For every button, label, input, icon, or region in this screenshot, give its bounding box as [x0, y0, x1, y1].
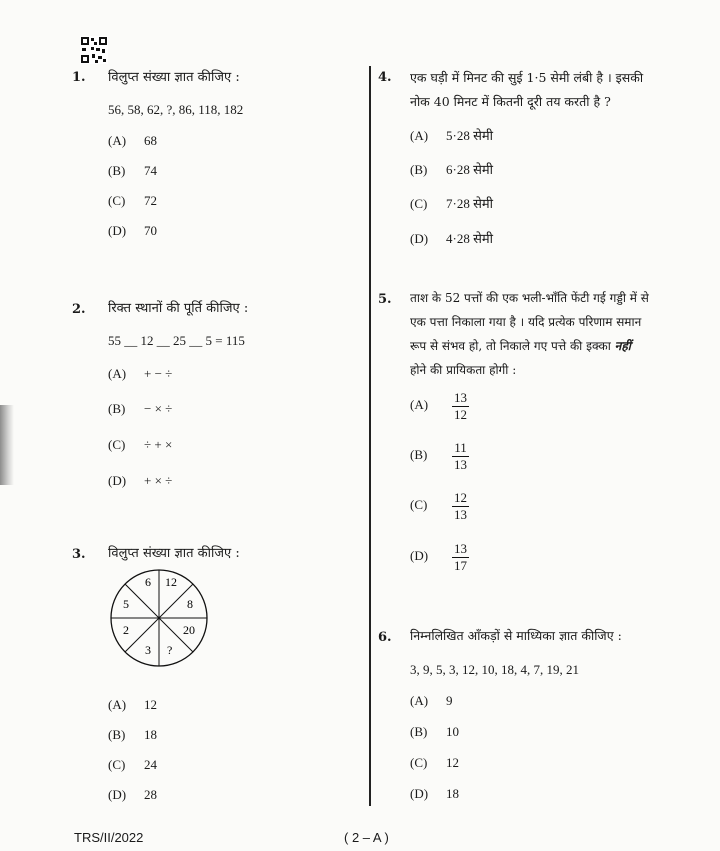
number-wheel-diagram	[107, 566, 211, 670]
q3-option-b: (B) 18	[108, 727, 157, 742]
q5-text-line-3: रूप से संभव हो, तो निकाले गए पत्ते की इक्का नहीं	[410, 339, 631, 353]
q6-option-b: (B) 10	[410, 724, 459, 739]
wheel-segment-bottom-right: ?	[167, 643, 173, 657]
q3-text: विलुप्त संख्या ज्ञात कीजिए :	[108, 546, 240, 561]
paper-code: TRS/II/2022	[74, 830, 144, 845]
q6-text: निम्नलिखित आँकड़ों से माध्यिका ज्ञात कीजिए :	[410, 628, 622, 643]
q2-option-b: (B) − × ÷	[108, 401, 173, 416]
q2-option-d: (D) + × ÷	[108, 473, 173, 488]
q5-option-a: (A) $\frac{13}{12}$	[410, 390, 467, 422]
q4-option-c: (C) 7·28 सेमी	[410, 196, 494, 211]
q5-option-d: (D) $\frac{13}{17}$	[410, 541, 467, 573]
q1-text: विलुप्त संख्या ज्ञात कीजिए :	[108, 70, 240, 85]
q6-option-c: (C) 12	[410, 755, 459, 770]
scan-edge-smudge	[0, 405, 14, 485]
qr-code-icon	[80, 36, 108, 64]
q2-text: रिक्त स्थानों की पूर्ति कीजिए :	[108, 301, 249, 316]
q6-number: 6.	[378, 630, 392, 645]
wheel-segment-upper-right: 8	[187, 597, 193, 611]
q1-number: 1.	[72, 70, 86, 85]
q3-option-a: (A) 12	[108, 697, 157, 712]
q5-number: 5.	[378, 292, 392, 307]
q5-text-line-4: होने की प्रायिकता होगी :	[410, 363, 517, 377]
q6-series: 3, 9, 5, 3, 12, 10, 18, 4, 7, 19, 21	[410, 662, 579, 677]
q3-number: 3.	[72, 547, 86, 562]
wheel-segment-upper-left: 5	[123, 597, 129, 611]
q1-option-d: (D) 70	[108, 223, 157, 238]
wheel-segment-bottom-left: 3	[145, 643, 151, 657]
q6-option-a: (A) 9	[410, 693, 453, 708]
q5-text-line-2: एक पत्ता निकाला गया है । यदि प्रत्येक परिणाम समान	[410, 315, 642, 329]
wheel-segment-top-left: 6	[145, 575, 151, 589]
column-divider	[369, 66, 371, 806]
wheel-segment-lower-right: 20	[183, 623, 195, 637]
q1-option-a: (A) 68	[108, 133, 157, 148]
q3-option-d: (D) 28	[108, 787, 157, 802]
wheel-segment-top-right: 12	[165, 575, 177, 589]
q4-text-line-2: नोक 40 मिनट में कितनी दूरी तय करती है ?	[410, 94, 611, 109]
q3-option-c: (C) 24	[108, 757, 157, 772]
q1-series: 56, 58, 62, ?, 86, 118, 182	[108, 102, 244, 117]
page-number: ( 2 – A )	[344, 830, 389, 845]
q2-expression: 55 __ 12 __ 25 __ 5 = 115	[108, 333, 245, 348]
q4-option-d: (D) 4·28 सेमी	[410, 231, 494, 246]
q5-option-b: (B) $\frac{11}{13}$	[410, 440, 467, 472]
q5-emphasis-not: नहीं	[614, 339, 631, 353]
q5-text-line-1: ताश के 52 पत्तों की एक भली-भाँति फेंटी गई गड्डी में से	[410, 291, 649, 305]
q5-option-c: (C) $\frac{12}{13}$	[410, 490, 467, 522]
q4-option-b: (B) 6·28 सेमी	[410, 162, 494, 177]
q4-number: 4.	[378, 70, 392, 85]
q1-option-b: (B) 74	[108, 163, 157, 178]
q4-option-a: (A) 5·28 सेमी	[410, 128, 494, 143]
q2-option-a: (A) + − ÷	[108, 366, 173, 381]
q6-option-d: (D) 18	[410, 786, 459, 801]
q2-number: 2.	[72, 302, 86, 317]
q1-option-c: (C) 72	[108, 193, 157, 208]
q2-option-c: (C) ÷ + ×	[108, 437, 173, 452]
wheel-segment-lower-left: 2	[123, 623, 129, 637]
q4-text-line-1: एक घड़ी में मिनट की सुई 1·5 सेमी लंबी है । इसकी	[410, 70, 644, 85]
